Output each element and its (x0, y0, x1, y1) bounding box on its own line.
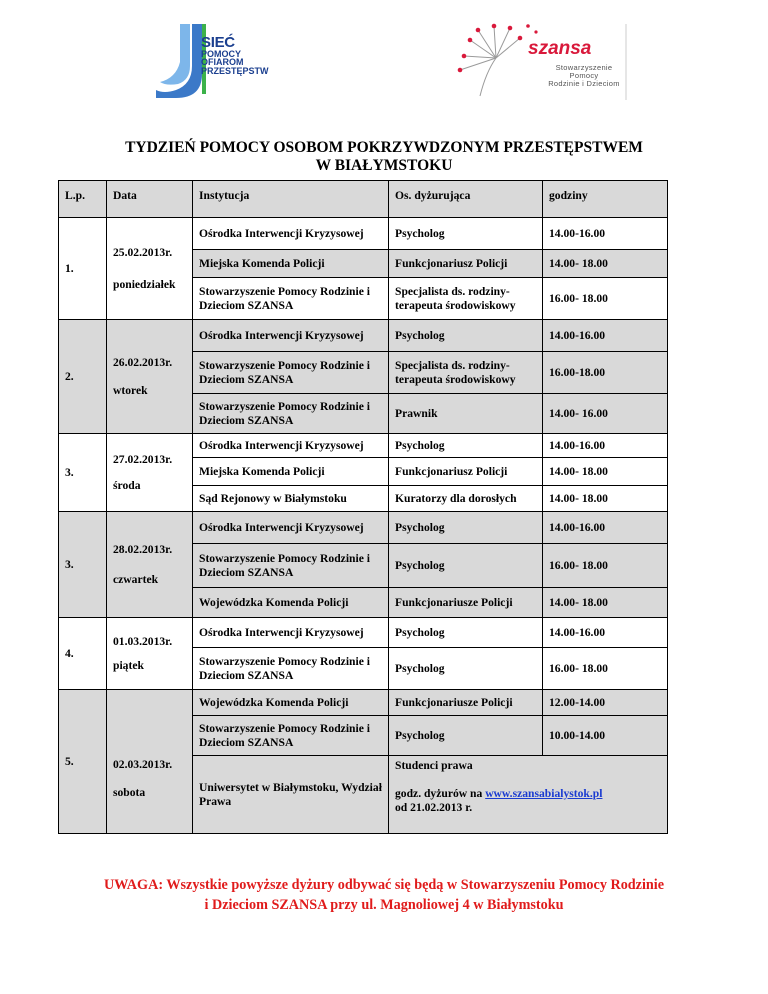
duty-note-date: od 21.02.2013 r. (395, 800, 473, 814)
hours-cell: 14.00-16.00 (543, 618, 668, 648)
institution-cell: Stowarzyszenie Pomocy Rodzinie i Dzieciom SZANSA (193, 352, 389, 394)
person-cell: Prawnik (389, 394, 543, 434)
institution-cell: Uniwersytet w Białymstoku, Wydział Prawa (193, 756, 389, 834)
szansa-website-link[interactable]: www.szansabialystok.pl (485, 786, 603, 800)
institution-cell: Stowarzyszenie Pomocy Rodzinie i Dzieciom SZANSA (193, 544, 389, 588)
table-row (59, 512, 668, 544)
person-cell: Funkcjonariusz Policji (389, 250, 543, 278)
day-date: 01.03.2013r. (113, 634, 173, 648)
day-date-cell (107, 434, 193, 512)
hours-cell: 14.00-16.00 (543, 218, 668, 250)
day-date-cell (107, 320, 193, 434)
day-number: 4. (59, 618, 107, 690)
szansa-logo-word: szansa (528, 38, 592, 59)
hours-cell: 12.00-14.00 (543, 690, 668, 716)
day-number: 3. (59, 434, 107, 512)
hours-cell: 14.00-16.00 (543, 434, 668, 458)
day-weekday: poniedziałek (113, 277, 176, 291)
institution-cell: Stowarzyszenie Pomocy Rodzinie i Dzieciom SZANSA (193, 394, 389, 434)
day-weekday: środa (113, 478, 141, 492)
day-date-cell (107, 618, 193, 690)
table-row (59, 218, 668, 250)
day-date: 28.02.2013r. (113, 542, 173, 556)
siec-line-1: SIEĆ (201, 34, 235, 51)
day-number: 2. (59, 320, 107, 434)
day-weekday: piątek (113, 658, 144, 672)
table-row (59, 434, 668, 458)
duty-note-prefix: godz. dyżurów na (395, 786, 486, 800)
day-date-cell (107, 690, 193, 834)
person-cell: Psycholog (389, 512, 543, 544)
day-weekday: sobota (113, 785, 146, 799)
day-weekday: wtorek (113, 383, 148, 397)
person-cell: Psycholog (389, 716, 543, 756)
institution-cell: Stowarzyszenie Pomocy Rodzinie i Dzieciom SZANSA (193, 716, 389, 756)
dandelion-icon (440, 22, 630, 102)
person-cell: Psycholog (389, 544, 543, 588)
institution-cell: Ośrodka Interwencji Kryzysowej (193, 218, 389, 250)
day-date: 27.02.2013r. (113, 452, 173, 466)
day-weekday: czwartek (113, 572, 159, 586)
person-cell: Funkcjonariusz Policji (389, 458, 543, 486)
duty-schedule-table (58, 180, 668, 834)
hours-cell: 14.00- 18.00 (543, 588, 668, 618)
person-cell: Psycholog (389, 320, 543, 352)
szansa-logo-subtitle (548, 64, 620, 88)
person-cell: Specjalista ds. rodziny- terapeuta środowiskowy (389, 352, 543, 394)
institution-cell: Stowarzyszenie Pomocy Rodzinie i Dzieciom SZANSA (193, 278, 389, 320)
table-header-row (59, 181, 668, 218)
page-title: TYDZIEŃ POMOCY OSOBOM POKRZYWDZONYM PRZESTĘPSTWEM (125, 139, 643, 156)
person-cell: Psycholog (389, 648, 543, 690)
hours-cell: 16.00- 18.00 (543, 544, 668, 588)
institution-cell: Ośrodka Interwencji Kryzysowej (193, 320, 389, 352)
person-cell: Funkcjonariusze Policji (389, 588, 543, 618)
hours-cell: 14.00-16.00 (543, 320, 668, 352)
hours-cell: 16.00- 18.00 (543, 648, 668, 690)
institution-cell: Miejska Komenda Policji (193, 458, 389, 486)
siec-line-2: POMOCY (201, 48, 242, 59)
szansa-sub-2: Pomocy (569, 71, 599, 81)
day-number: 5. (59, 690, 107, 834)
day-date-cell (107, 512, 193, 618)
header-date: Data (107, 181, 193, 218)
hours-cell: 10.00-14.00 (543, 716, 668, 756)
institution-cell: Miejska Komenda Policji (193, 250, 389, 278)
table-row (59, 320, 668, 352)
person-cell: Psycholog (389, 218, 543, 250)
person-cell: Studenci prawa (395, 759, 473, 772)
institution-cell: Wojewódzka Komenda Policji (193, 588, 389, 618)
header-person: Os. dyżurująca (389, 181, 543, 218)
institution-cell: Ośrodka Interwencji Kryzysowej (193, 512, 389, 544)
hours-cell: 16.00-18.00 (543, 352, 668, 394)
institution-cell: Ośrodka Interwencji Kryzysowej (193, 434, 389, 458)
siec-line-4: PRZESTĘPSTW (201, 65, 269, 76)
hours-cell: 14.00- 18.00 (543, 458, 668, 486)
day-number: 3. (59, 512, 107, 618)
person-cell: Funkcjonariusze Policji (389, 690, 543, 716)
day-date: 25.02.2013r. (113, 245, 173, 259)
table-row (59, 618, 668, 648)
hours-cell: 14.00- 16.00 (543, 394, 668, 434)
hours-cell: 14.00- 18.00 (543, 250, 668, 278)
day-date: 02.03.2013r. (113, 757, 173, 771)
siec-line-3: OFIAROM (201, 57, 244, 68)
notice-line-2: i Dzieciom SZANSA przy ul. Magnoliowej 4 w Białymstoku (204, 897, 564, 913)
header-institution: Instytucja (193, 181, 389, 218)
szansa-sub-1: Stowarzyszenie (555, 63, 613, 72)
table-row (59, 690, 668, 716)
page-subtitle: W BIAŁYMSTOKU (315, 157, 453, 174)
hours-cell: 16.00- 18.00 (543, 278, 668, 320)
person-cell: Specjalista ds. rodziny- terapeuta środowiskowy (389, 278, 543, 320)
notice-line-1: UWAGA: Wszystkie powyższe dyżury odbywać się będą w Stowarzyszeniu Pomocy Rodzinie (103, 877, 665, 893)
header-lp: L.p. (59, 181, 107, 218)
duty-hours-note (395, 787, 661, 801)
day-date-cell (107, 218, 193, 320)
students-note-cell (389, 756, 668, 834)
hours-cell: 14.00-16.00 (543, 512, 668, 544)
day-date: 26.02.2013r. (113, 355, 173, 369)
institution-cell: Ośrodka Interwencji Kryzysowej (193, 618, 389, 648)
institution-cell: Wojewódzka Komenda Policji (193, 690, 389, 716)
hours-cell: 14.00- 18.00 (543, 486, 668, 512)
header-hours: godziny (543, 181, 668, 218)
institution-cell: Stowarzyszenie Pomocy Rodzinie i Dzieciom SZANSA (193, 648, 389, 690)
szansa-sub-3: Rodzinie i Dzieciom (548, 79, 620, 89)
person-cell: Kuratorzy dla dorosłych (389, 486, 543, 512)
day-number: 1. (59, 218, 107, 320)
siec-logo-text (201, 36, 269, 75)
person-cell: Psycholog (389, 434, 543, 458)
institution-cell: Sąd Rejonowy w Białymstoku (193, 486, 389, 512)
person-cell: Psycholog (389, 618, 543, 648)
